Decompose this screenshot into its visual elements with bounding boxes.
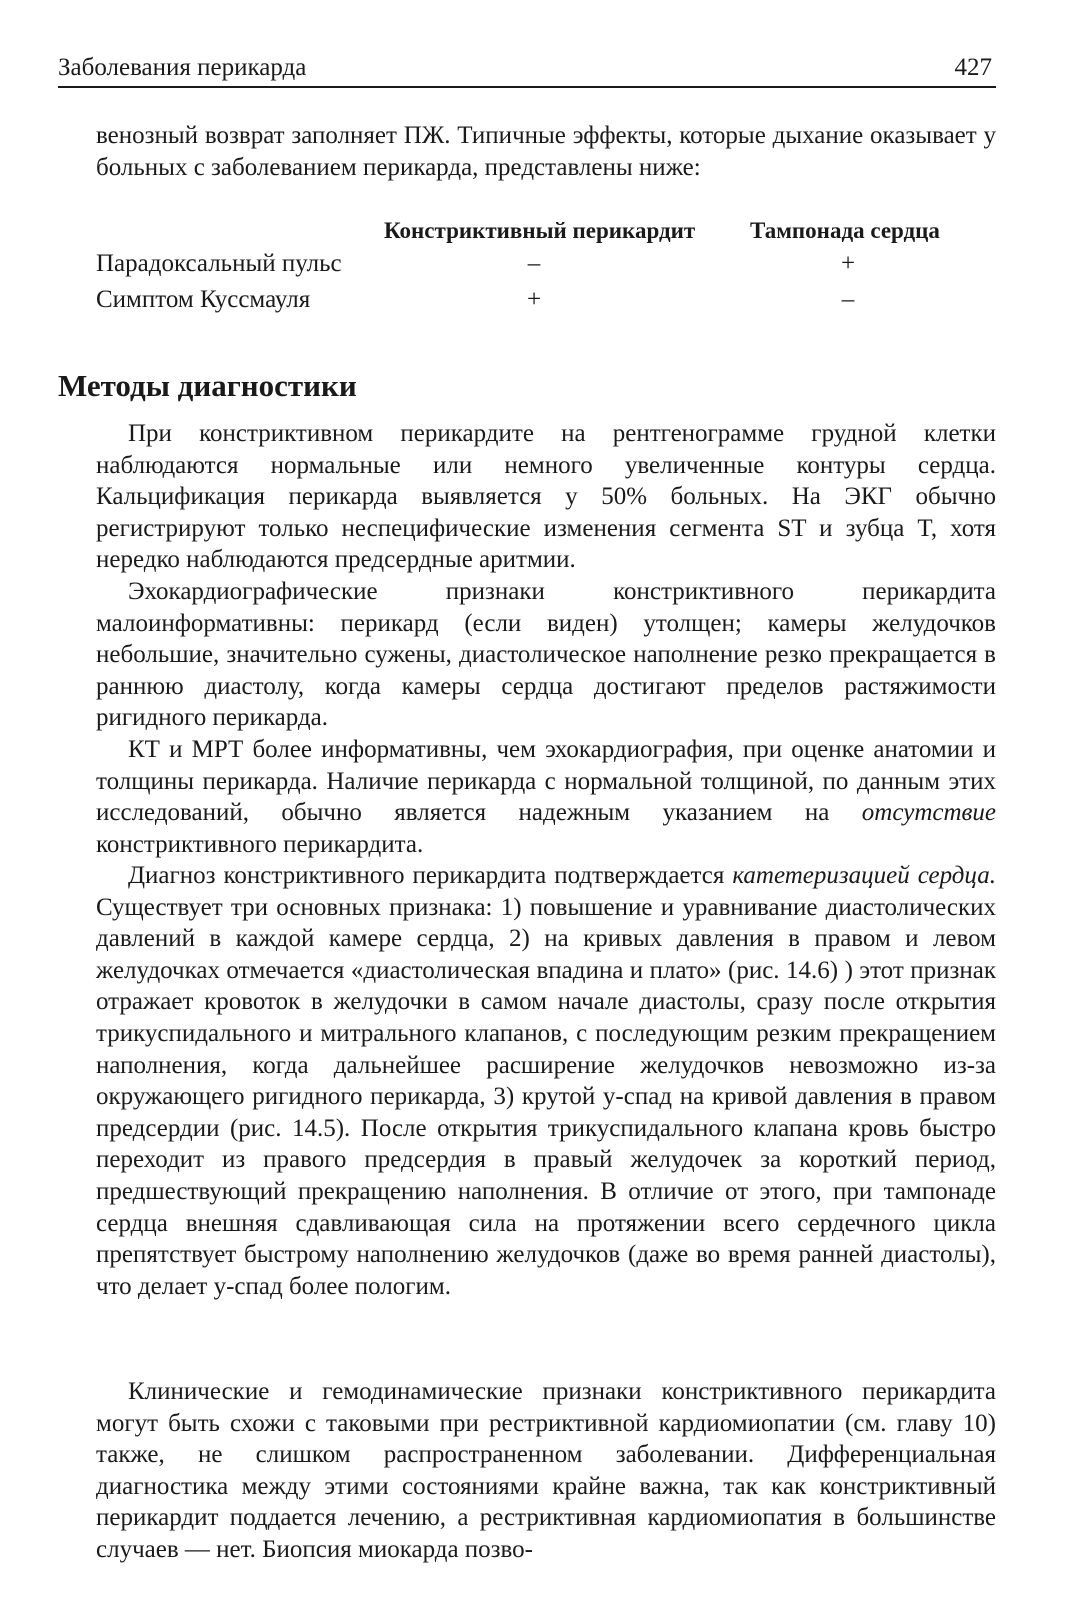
table-header-tamponade: Тампонада сердца [750,218,940,243]
paragraph-echocardiography: Эхокардиографические признаки констриктивного перикардита малоинформативны: перикард (если виден) утолщен; камеры желудочков небольшие, значительно сужены, диастолическое наполнение резко прекращается в раннюю диастолу, когда камеры сердца достигают пределов растяжимости ригидного перикарда. [96,578,996,732]
table-cell-tamponade: + [840,250,856,277]
running-head [58,52,996,88]
page-number: 427 [954,54,992,81]
text-run: констриктивного перикардита. [96,830,424,858]
paragraph-catheterization [96,860,996,1302]
table-row-label: Парадоксальный пульс [96,250,342,277]
italic-emphasis: катетеризацией сердца. [732,862,996,889]
comparison-table [96,212,996,322]
running-head-section-title: Заболевания перикарда [58,54,307,81]
paragraph-ct-mri [96,734,996,860]
text-run: Существует три основных признака: 1) повышение и уравнивание диастолических давлений в каждой камере сердца, 2) на кривых давления в правом и левом желудочках отмечается «диастолическая впадина и плато» (рис. 14.6) ) этот признак отражает кровоток в желудочки в самом начале диастолы, сразу после открытия трикуспидального и митрального клапанов, с последующим резким прекращением наполнения, когда дальнейшее расширение желудочков невозможно из-за окружающего ригидного перикарда, 3) крутой y-спад на кривой давления в правом предсердии (рис. 14.5). После открытия трикуспидального клапана кровь быстро переходит из правого предсердия в правый желудочек за короткий период, предшествующий прекращению наполнения. В отличие от этого, при тампонаде сердца внешняя сдавливающая сила на протяжении всего сердечного цикла препятствует быстрому наполнению желудочков (даже во время ранней диастолы), что делает y-спад более пологим. [96,893,996,1300]
table-cell-tamponade: – [841,286,855,313]
intro-paragraph: венозный возврат заполняет ПЖ. Типичные эффекты, которые дыхание оказывает у больных с заболеванием перикарда, представлены ниже: [96,122,996,181]
paragraph-xray-ecg: При констриктивном перикардите на рентгенограмме грудной клетки наблюдаются нормальные или немного увеличенные контуры сердца. Кальцификация перикарда выявляется у 50% больных. На ЭКГ обычно регистрируют только неспецифические изменения сегмента ST и зубца T, хотя нередко наблюдаются предсердные аритмии. [96,420,996,574]
table-cell-constrictive: + [526,286,542,313]
table-header-constrictive: Констриктивный перикардит [384,218,696,243]
text-run: КТ и МРТ более информативны, чем эхокардиография, при оценке анатомии и толщины перикарда. Наличие перикарда с нормальной толщиной, по данным этих исследований, обычно является надежным указанием на [96,736,996,827]
paragraph-differential-diagnosis: Клинические и гемодинамические признаки констриктивного перикардита могут быть схожи с таковыми при рестриктивной кардиомиопатии (см. главу 10) также, не слишком распространенном заболевании. Дифференциальная диагностика между этими состояниями крайне важна, так как констриктивный перикардит поддается лечению, а рестриктивная кардиомиопатия в большинстве случаев — нет. Биопсия миокарда позво- [96,1378,996,1563]
text-run: Диагноз констриктивного перикардита подтверждается [128,862,733,889]
table-row-label: Симптом Куссмауля [96,286,311,313]
italic-emphasis: отсутствие [861,799,996,827]
section-heading: Методы диагностики [58,368,357,403]
table-cell-constrictive: – [527,250,541,277]
